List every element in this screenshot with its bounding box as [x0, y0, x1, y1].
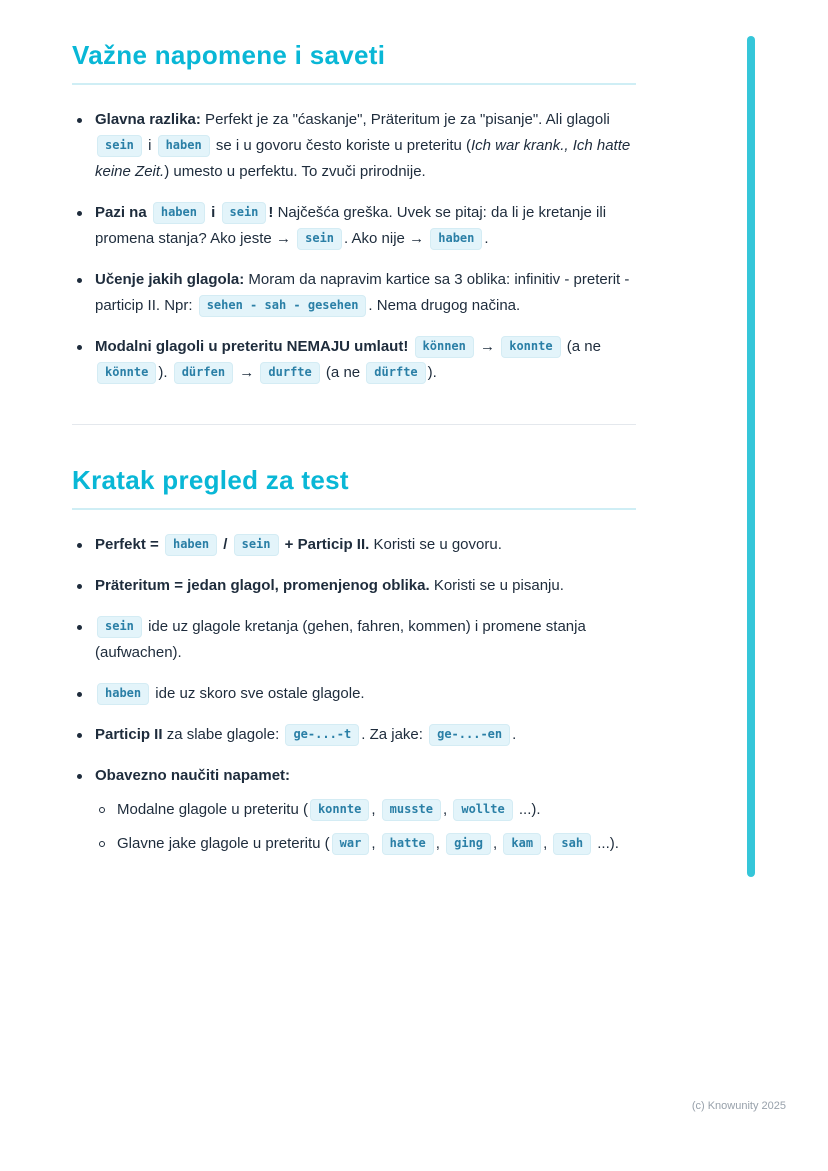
- list-item: [72, 573, 636, 599]
- text-run: . Za jake:: [361, 726, 428, 743]
- text-run: (a ne: [562, 338, 601, 355]
- text-run: Präteritum = jedan glagol, promenjenog oblika.: [95, 577, 430, 594]
- text-run: ,: [371, 801, 380, 818]
- code-chip: haben: [430, 228, 482, 250]
- section-title: Kratak pregled za test: [72, 465, 636, 510]
- code-chip: hatte: [382, 833, 434, 855]
- text-run: + Particip II.: [280, 536, 370, 553]
- sub-list-item: [95, 831, 636, 857]
- list-item: [72, 107, 636, 185]
- text-run: ...).: [593, 835, 619, 852]
- section-title: Važne napomene i saveti: [72, 40, 636, 85]
- text-run: i: [143, 137, 156, 154]
- section-divider: [72, 424, 636, 425]
- footer-credit: (c) Knowunity 2025: [691, 1100, 786, 1112]
- text-run: Particip II: [95, 726, 163, 743]
- list-item: [72, 614, 636, 666]
- text-run: i: [206, 204, 220, 221]
- text-run: Modalne glagole u preteritu (: [117, 801, 308, 818]
- document-content: [72, 40, 636, 872]
- text-run: !: [268, 204, 274, 221]
- code-chip: sehen - sah - gesehen: [199, 295, 367, 317]
- list-item: [72, 681, 636, 707]
- text-run: Perfekt =: [95, 536, 163, 553]
- text-run: Perfekt je za "ćaskanje", Präteritum je za "pisanje". Ali glagoli: [200, 111, 610, 128]
- text-run: Najčešća greška. Uvek se pitaj: da li je kretanje ili promena stanja? Ako jeste →: [95, 204, 607, 247]
- list-item: [72, 722, 636, 748]
- text-run: ide uz glagole kretanja (gehen, fahren, kommen) i promene stanja (aufwachen).: [95, 618, 586, 661]
- text-run: ,: [443, 801, 452, 818]
- text-run: Glavne jake glagole u preteritu (: [117, 835, 330, 852]
- code-chip: konnte: [310, 799, 369, 821]
- text-run: →: [235, 364, 259, 381]
- text-run: Koristi se u govoru.: [369, 536, 502, 553]
- code-chip: war: [332, 833, 370, 855]
- code-chip: durfte: [260, 362, 319, 384]
- text-run: Ich war krank., Ich hatte keine Zeit.: [95, 137, 631, 180]
- code-chip: können: [415, 336, 474, 358]
- text-run: ,: [435, 835, 445, 852]
- text-run: .: [512, 726, 517, 743]
- list-item: [72, 334, 636, 386]
- code-chip: haben: [158, 135, 210, 157]
- text-run: Moram da napravim kartice sa 3 oblika: infinitiv - preterit - particip II. Npr:: [95, 271, 630, 314]
- text-run: se i u govoru često koriste u preteritu (: [211, 137, 471, 154]
- bullet-list: [72, 107, 636, 386]
- code-chip: dürfen: [174, 362, 233, 384]
- list-item: [72, 267, 636, 319]
- text-run: ) umesto u perfektu. To zvuči prirodnije.: [164, 163, 426, 180]
- section-1: [72, 465, 636, 857]
- text-run: Modalni glagoli u preteritu NEMAJU umlaut!: [95, 338, 409, 355]
- code-chip: haben: [97, 683, 149, 705]
- code-chip: haben: [165, 534, 217, 556]
- code-chip: ge-...-en: [429, 724, 510, 746]
- text-run: za slabe glagole:: [162, 726, 284, 743]
- code-chip: sein: [297, 228, 342, 250]
- text-run: /: [219, 536, 232, 553]
- code-chip: sein: [97, 135, 142, 157]
- text-run: ide uz skoro sve ostale glagole.: [151, 685, 365, 702]
- code-chip: konnte: [501, 336, 560, 358]
- text-run: . Ako nije →: [344, 230, 429, 247]
- code-chip: sein: [234, 534, 279, 556]
- code-chip: sein: [222, 202, 267, 224]
- text-run: ...).: [514, 801, 541, 818]
- text-run: Koristi se u pisanju.: [429, 577, 564, 594]
- text-run: →: [475, 338, 500, 355]
- text-run: Učenje jakih glagola:: [95, 271, 245, 288]
- text-run: (a ne: [321, 364, 365, 381]
- code-chip: dürfte: [366, 362, 425, 384]
- text-run: ).: [158, 364, 172, 381]
- text-run: ,: [493, 835, 502, 852]
- page-accent-bar: [747, 36, 755, 877]
- sub-list-item: [95, 797, 636, 823]
- code-chip: wollte: [453, 799, 512, 821]
- text-run: Glavna razlika:: [95, 111, 201, 128]
- sub-list: [95, 797, 636, 857]
- code-chip: ging: [446, 833, 491, 855]
- list-item: [72, 532, 636, 558]
- text-run: Obavezno naučiti napamet:: [95, 767, 291, 784]
- text-run: .: [484, 230, 489, 247]
- bullet-list: [72, 532, 636, 857]
- text-run: . Nema drugog načina.: [368, 297, 521, 314]
- section-0: [72, 40, 636, 386]
- text-run: ,: [371, 835, 380, 852]
- text-run: ).: [427, 364, 437, 381]
- code-chip: könnte: [97, 362, 156, 384]
- text-run: ,: [543, 835, 552, 852]
- code-chip: sah: [553, 833, 591, 855]
- code-chip: haben: [153, 202, 205, 224]
- code-chip: ge-...-t: [285, 724, 359, 746]
- text-run: [408, 338, 412, 355]
- code-chip: kam: [503, 833, 541, 855]
- code-chip: sein: [97, 616, 142, 638]
- list-item: [72, 763, 636, 857]
- list-item: [72, 200, 636, 252]
- code-chip: musste: [382, 799, 441, 821]
- text-run: Pazi na: [95, 204, 151, 221]
